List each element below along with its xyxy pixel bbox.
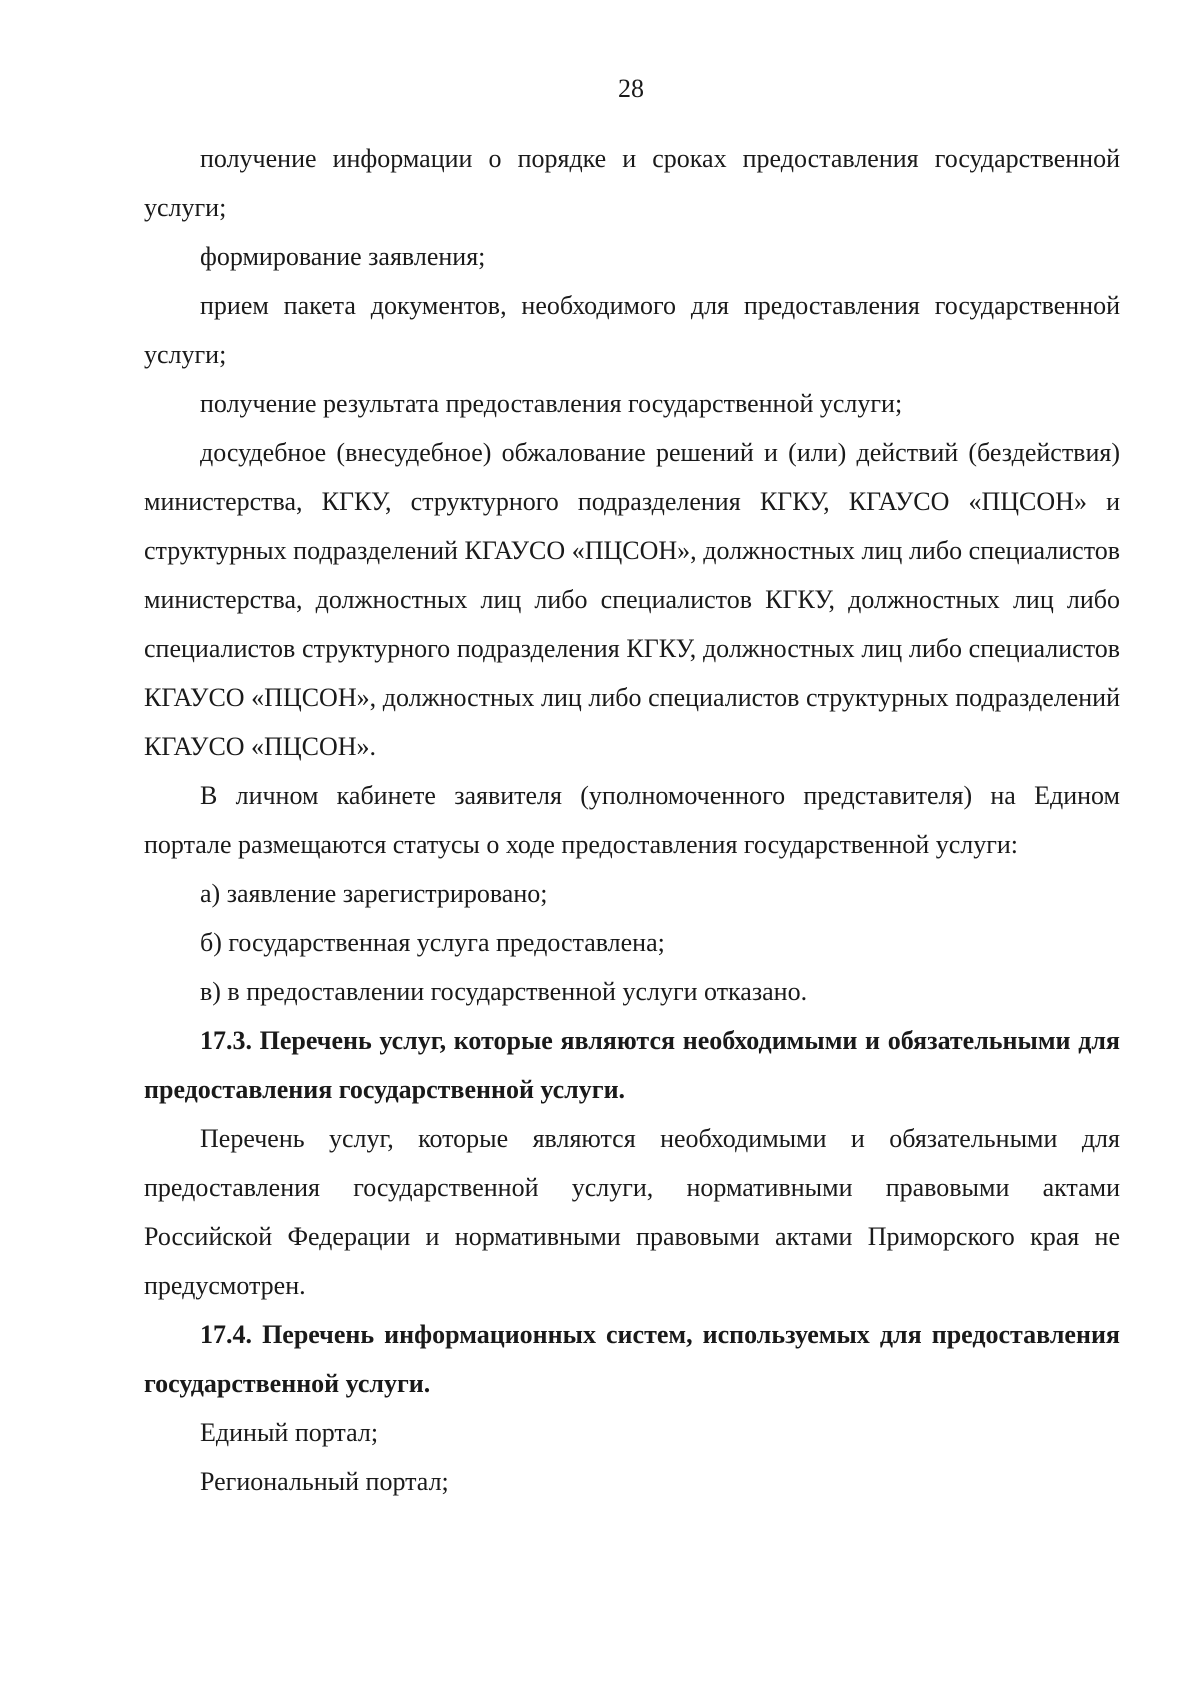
document-body [144, 134, 1120, 1506]
paragraph-personal-account-statuses: В личном кабинете заявителя (уполномоченного представителя) на Едином портале размещаются статусы о ходе предоставления государственной услуги: [144, 781, 1120, 859]
paragraph-services-list: Перечень услуг, которые являются необходимыми и обязательными для предоставления государственной услуги, нормативными правовыми актами Российской Федерации и нормативными правовыми актами Приморского края не предусмотрен. [144, 1124, 1120, 1300]
list-item-status-a: а) заявление зарегистрировано; [200, 879, 548, 908]
paragraph-application-forming: формирование заявления; [200, 242, 486, 271]
list-item-status-b: б) государственная услуга предоставлена; [200, 928, 665, 957]
page-number: 28 [618, 74, 644, 103]
paragraph-info-obtaining: получение информации о порядке и сроках предоставления государственной услуги; [144, 144, 1120, 222]
list-item-status-c: в) в предоставлении государственной услуги отказано. [200, 977, 808, 1006]
paragraph-documents-reception: прием пакета документов, необходимого для предоставления государственной услуги; [144, 291, 1120, 369]
section-heading-17-3: 17.3. Перечень услуг, которые являются необходимыми и обязательными для предоставления государственной услуги. [144, 1026, 1120, 1104]
list-item-regional-portal: Региональный портал; [200, 1467, 449, 1496]
paragraph-pretrial-appeal: досудебное (внесудебное) обжалование решений и (или) действий (бездействия) министерства, КГКУ, структурного подразделения КГКУ, КГАУСО «ПЦСОН» и структурных подразделений КГАУСО «ПЦСОН», должностных лиц либо специалистов министерства, должностных лиц либо специалистов КГКУ, должностных лиц либо специалистов структурного подразделения КГКУ, должностных лиц либо специалистов КГАУСО «ПЦСОН», должностных лиц либо специалистов структурных подразделений КГАУСО «ПЦСОН». [144, 438, 1120, 761]
list-item-unified-portal: Единый портал; [200, 1418, 379, 1447]
paragraph-result-obtaining: получение результата предоставления государственной услуги; [200, 389, 903, 418]
section-heading-17-4: 17.4. Перечень информационных систем, используемых для предоставления государственной услуги. [144, 1320, 1120, 1398]
